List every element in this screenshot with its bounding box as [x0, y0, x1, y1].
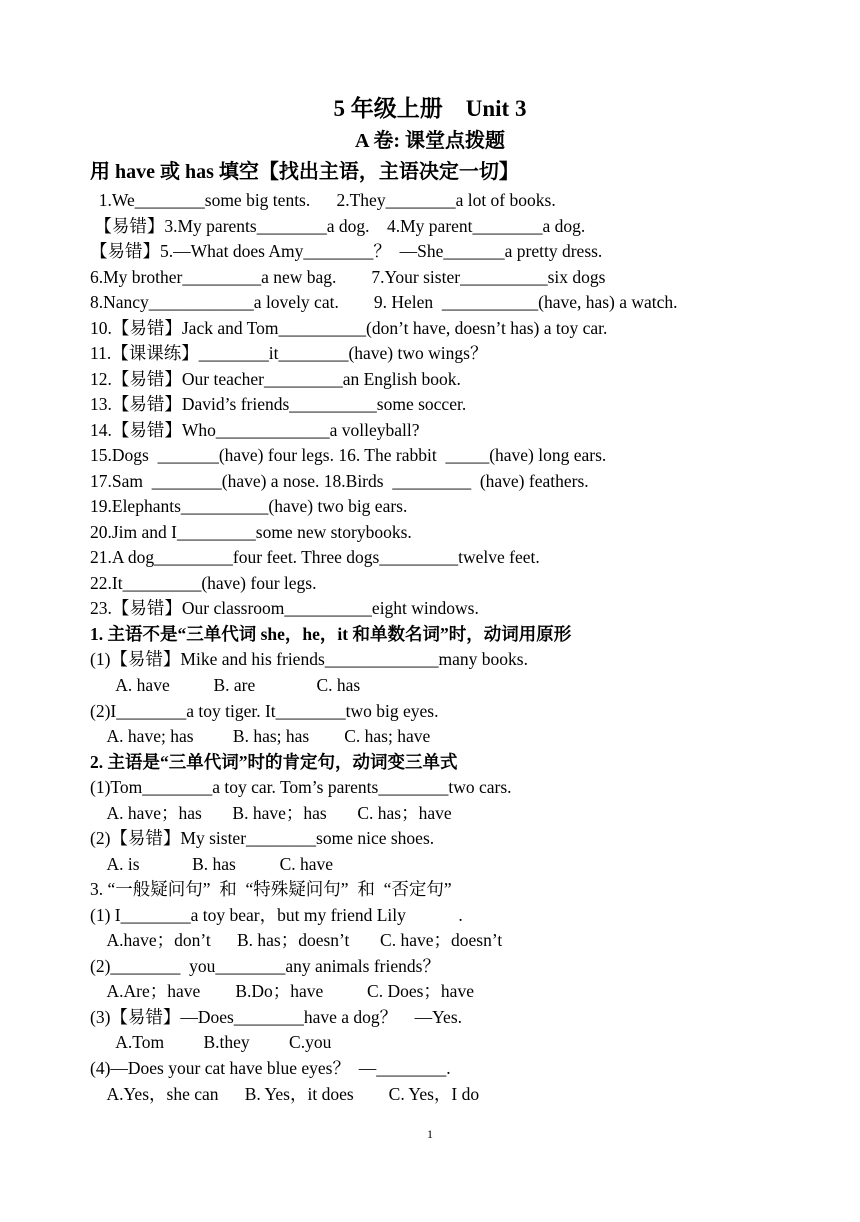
rule-heading: 3. “一般疑问句” 和 “特殊疑问句” 和 “否定句”	[90, 879, 452, 899]
rule-heading: 1. 主语不是“三单代词 she，he，it 和单数名词”时，动词用原形	[90, 624, 572, 644]
exercise-line: 22.It_________(have) four legs.	[90, 573, 317, 593]
exercise-line: 6.My brother_________a new bag. 7.Your sister__________six dogs	[90, 267, 606, 287]
exercise-line: 19.Elephants__________(have) two big ears.	[90, 496, 408, 516]
exercise-line: 1.We________some big tents. 2.They________a lot of books.	[90, 190, 556, 210]
exercise-line: 12.【易错】Our teacher_________an English book.	[90, 369, 461, 389]
exercise-line: (1) I________a toy bear，but my friend Lily .	[90, 905, 463, 925]
exercise-line: 13.【易错】David’s friends__________some soccer.	[90, 394, 467, 414]
page-subtitle: A 卷: 课堂点拨题	[355, 130, 505, 152]
exercise-line: 【易错】5.—What does Amy________？ —She_______a pretty dress.	[90, 241, 603, 261]
exercise-line: (3)【易错】—Does________have a dog？ —Yes.	[90, 1007, 463, 1027]
exercise-line: (4)—Does your cat have blue eyes？ —________.	[90, 1058, 451, 1078]
exercise-line: (2)I________a toy tiger. It________two big eyes.	[90, 701, 439, 721]
exercise-line: 10.【易错】Jack and Tom__________(don’t have, doesn’t has) a toy car.	[90, 318, 608, 338]
answer-options: A. have；has B. have；has C. has；have	[90, 803, 452, 823]
exercise-line: (2)【易错】My sister________some nice shoes.	[90, 828, 435, 848]
exercise-line: (1)Tom________a toy car. Tom’s parents________two cars.	[90, 777, 512, 797]
answer-options: A.Tom B.they C.you	[90, 1032, 332, 1052]
answer-options: A. is B. has C. have	[90, 854, 334, 874]
exercise-line: 11.【课课练】________it________(have) two wings？	[90, 343, 488, 363]
exercise-line: 23.【易错】Our classroom__________eight windows.	[90, 598, 479, 618]
page-title: 5 年级上册 Unit 3	[333, 96, 527, 121]
exercise-line: 14.【易错】Who_____________a volleyball?	[90, 420, 420, 440]
section-heading: 用 have 或 has 填空【找出主语，主语决定一切】	[90, 161, 519, 183]
exercise-line: 8.Nancy____________a lovely cat. 9. Helen ___________(have, has) a watch.	[90, 292, 678, 312]
answer-options: A.Are；have B.Do；have C. Does；have	[90, 981, 474, 1001]
answer-options: A. have B. are C. has	[90, 675, 361, 695]
exercise-line: 15.Dogs _______(have) four legs. 16. The rabbit _____(have) long ears.	[90, 445, 607, 465]
answer-options: A. have; has B. has; has C. has; have	[90, 726, 431, 746]
exercise-line: 17.Sam ________(have) a nose. 18.Birds _________ (have) feathers.	[90, 471, 589, 491]
exercise-line: 20.Jim and I_________some new storybooks.	[90, 522, 412, 542]
exercise-line: (1)【易错】Mike and his friends_____________many books.	[90, 649, 528, 669]
answer-options: A.have；don’t B. has；doesn’t C. have；doesn’t	[90, 930, 503, 950]
page-number: 1	[427, 1127, 433, 1141]
answer-options: A.Yes，she can B. Yes，it does C. Yes，I do	[90, 1084, 480, 1104]
exercise-line: 21.A dog_________four feet. Three dogs_________twelve feet.	[90, 547, 540, 567]
exercise-line: 【易错】3.My parents________a dog. 4.My parent________a dog.	[90, 216, 586, 236]
exercise-line: (2)________ you________any animals friends？	[90, 956, 440, 976]
rule-heading: 2. 主语是“三单代词”时的肯定句，动词变三单式	[90, 752, 458, 772]
